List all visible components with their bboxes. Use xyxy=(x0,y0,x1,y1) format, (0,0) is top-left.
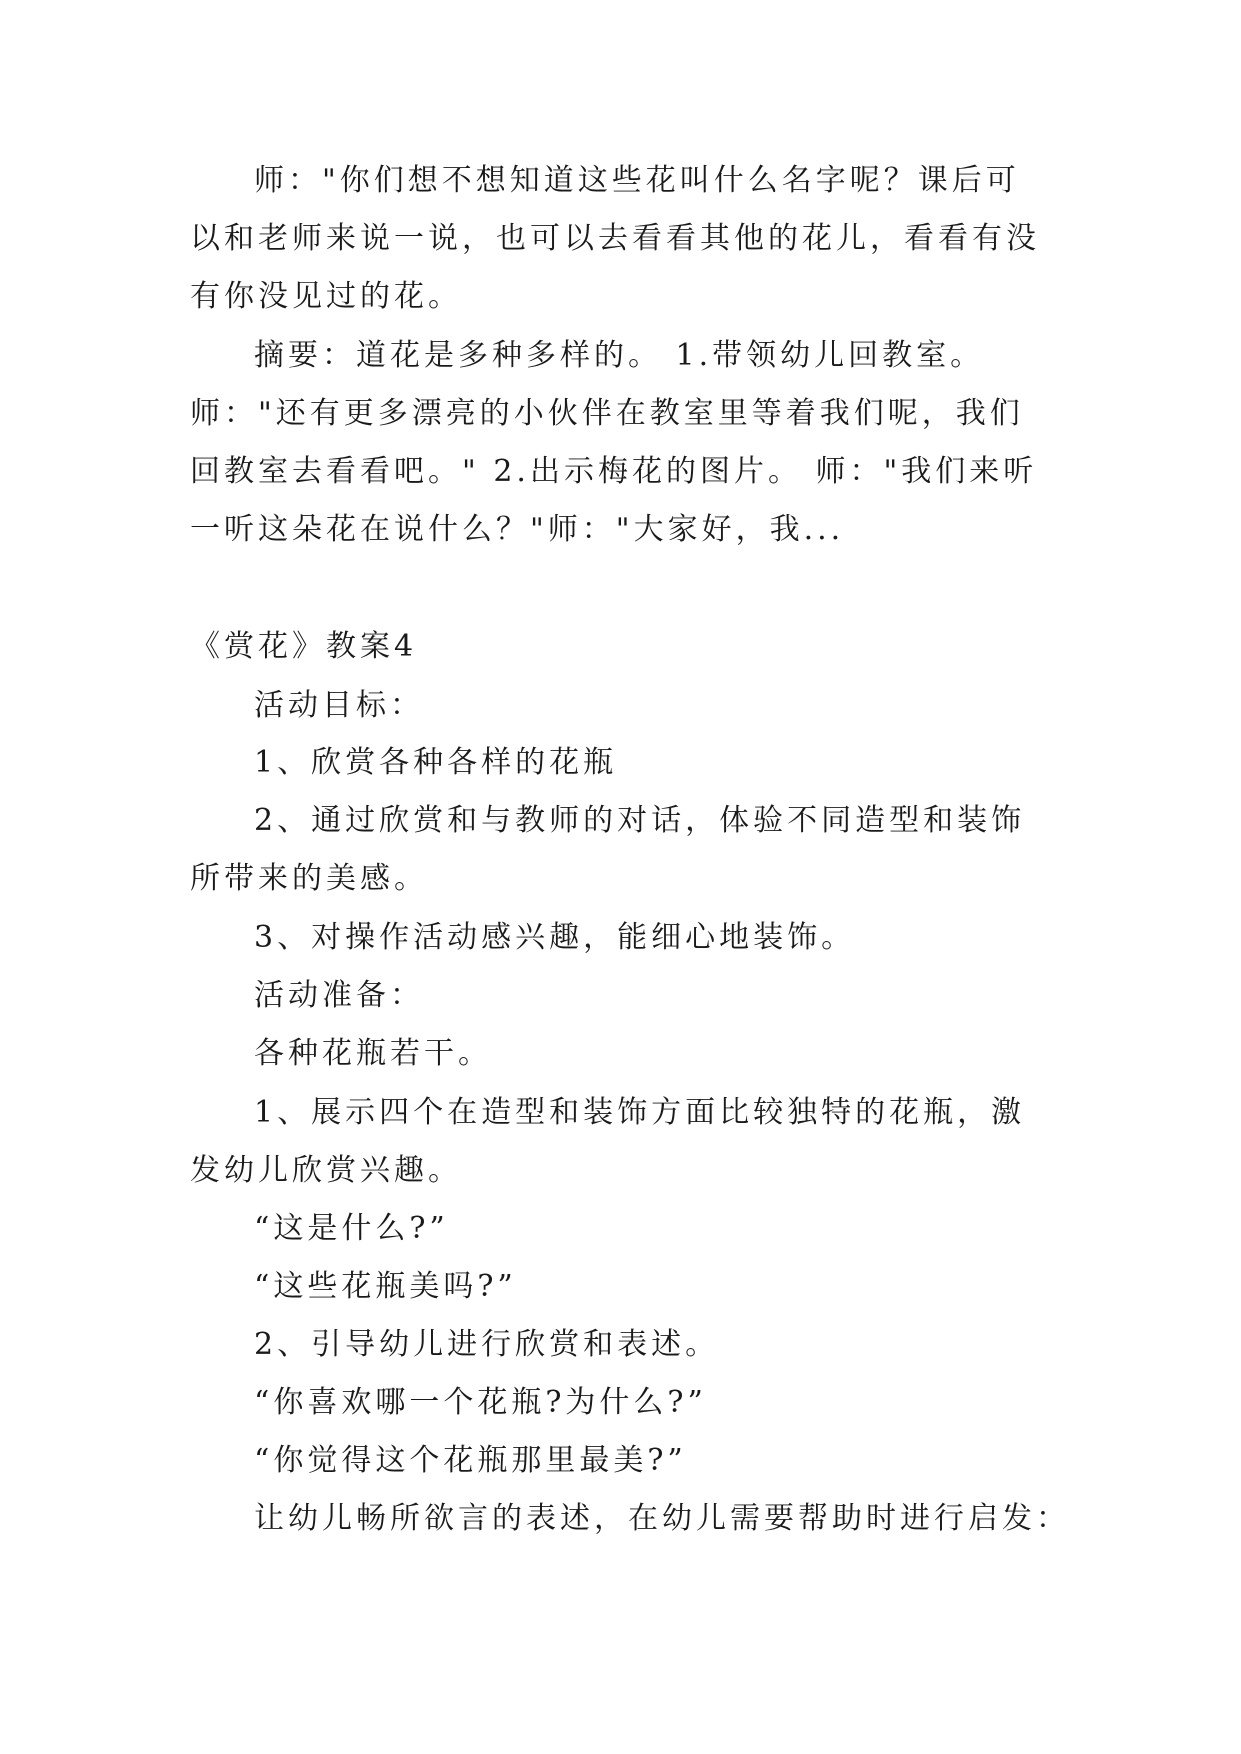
paragraph-summary: 摘要：道花是多种多样的。 1.带领幼儿回教室。 师："还有更多漂亮的小伙伴在教室里等着我们呢，我们回教室去看看吧。" 2.出示梅花的图片。 师："我们来听一听这朵花在说什么？"师："大家好，我... xyxy=(190,338,1038,547)
heading-activity-goals: 活动目标： xyxy=(254,688,424,723)
goal-item-2: 2、通过欣赏和与教师的对话，体验不同造型和装饰所带来的美感。 xyxy=(190,803,1026,896)
goal-item-3: 3、对操作活动感兴趣，能细心地装饰。 xyxy=(254,920,856,955)
section-title: 《赏花》教案4 xyxy=(190,629,418,664)
step-2: 2、引导幼儿进行欣赏和表述。 xyxy=(254,1327,720,1362)
heading-activity-preparation: 活动准备： xyxy=(254,978,424,1013)
goal-item-1: 1、欣赏各种各样的花瓶 xyxy=(254,745,618,780)
quote-are-vases-beautiful: “这些花瓶美吗?” xyxy=(254,1269,517,1304)
preparation-item: 各种花瓶若干。 xyxy=(254,1036,492,1071)
quote-what-is-this: “这是什么?” xyxy=(254,1211,449,1246)
step-1: 1、展示四个在造型和装饰方面比较独特的花瓶，激发幼儿欣赏兴趣。 xyxy=(190,1095,1026,1188)
guidance-text: 让幼儿畅所欲言的表述，在幼儿需要帮助时进行启发： xyxy=(254,1501,1070,1536)
quote-which-vase: “你喜欢哪一个花瓶?为什么?” xyxy=(254,1385,707,1420)
quote-most-beautiful-part: “你觉得这个花瓶那里最美?” xyxy=(254,1443,687,1478)
paragraph-teacher-question: 师："你们想不想知道这些花叫什么名字呢？课后可以和老师来说一说，也可以去看看其他的花儿，看看有没有你没见过的花。 xyxy=(190,163,1040,314)
